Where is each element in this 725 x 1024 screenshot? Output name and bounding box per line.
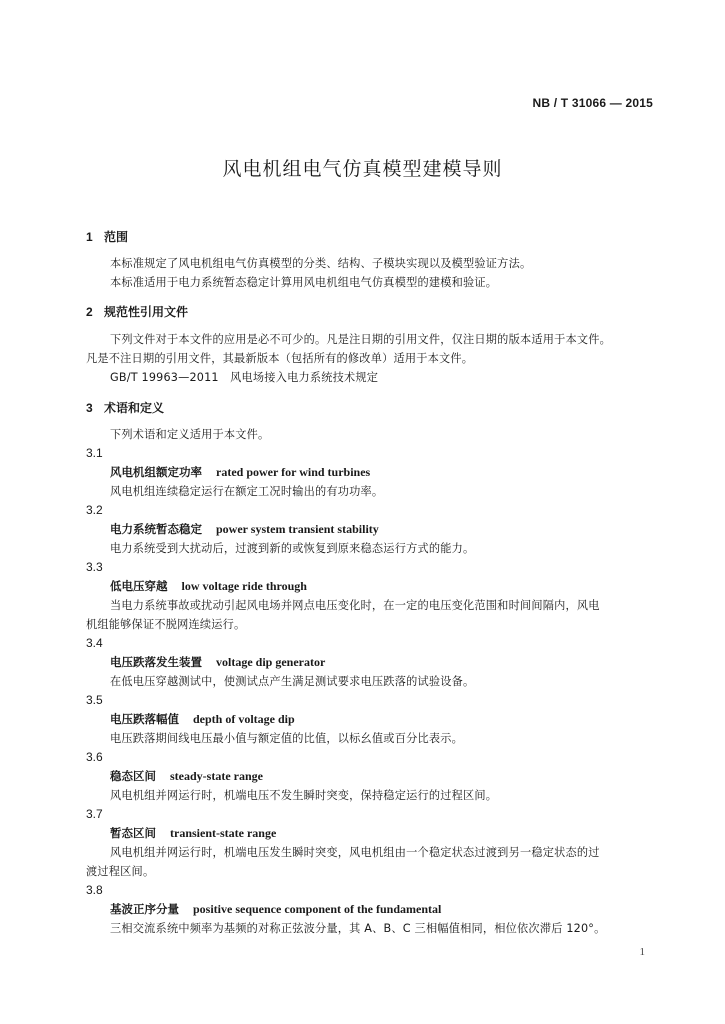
term-number: 3.2 [86,503,103,517]
term-definition: 当电力系统事故或扰动引起风电场并网点电压变化时，在一定的电压变化范围和时间间隔内，风电 [110,599,600,612]
term-definition: 风电机组连续稳定运行在额定工况时输出的有功功率。 [110,485,384,498]
section-number: 3 [86,401,93,415]
term-en: depth of voltage dip [193,712,295,726]
term-heading [110,464,370,480]
term-en: steady-state range [170,769,263,783]
term-heading [110,578,307,594]
term-number: 3.4 [86,636,103,650]
term-en: voltage dip generator [216,655,326,669]
term-zh: 基波正序分量 [110,902,179,916]
term-definition-continuation: 渡过程区间。 [86,865,155,878]
section-title: 范围 [104,230,129,244]
term-number: 3.3 [86,560,103,574]
term-number: 3.8 [86,883,103,897]
term-definition: 风电机组并网运行时，机端电压不发生瞬时突变，保持稳定运行的过程区间。 [110,789,498,802]
term-zh: 风电机组额定功率 [110,465,202,479]
document-number: NB / T 31066 — 2015 [532,96,653,110]
term-heading [110,901,441,917]
term-definition-continuation: 机组能够保证不脱网连续运行。 [86,618,246,631]
term-zh: 电力系统暂态稳定 [110,522,202,536]
document-title: 风电机组电气仿真模型建模导则 [222,158,503,180]
paragraph-continuation: 凡是不注日期的引用文件，其最新版本（包括所有的修改单）适用于本文件。 [86,352,474,365]
section-1-heading [86,228,128,245]
section-number: 2 [86,305,93,319]
term-number: 3.7 [86,807,103,821]
term-definition: 电力系统受到大扰动后，过渡到新的或恢复到原来稳态运行方式的能力。 [110,542,475,555]
term-heading [110,711,295,727]
term-en: rated power for wind turbines [216,465,371,479]
term-en: low voltage ride through [181,579,307,593]
term-heading [110,654,325,670]
term-definition: 风电机组并网运行时，机端电压发生瞬时突变，风电机组由一个稳定状态过渡到另一稳定状态的过 [110,846,600,859]
normative-reference: GB/T 19963—2011 风电场接入电力系统技术规定 [110,371,379,384]
section-3-heading [86,399,164,416]
term-zh: 稳态区间 [110,769,156,783]
term-definition: 在低电压穿越测试中，使测试点产生满足测试要求电压跌落的试验设备。 [110,675,475,688]
section-title: 规范性引用文件 [104,305,189,319]
section-title: 术语和定义 [104,401,165,415]
term-number: 3.1 [86,446,103,460]
section-number: 1 [86,230,93,244]
section-2-heading [86,303,188,320]
term-en: positive sequence component of the fundamental [193,902,442,916]
term-number: 3.6 [86,750,103,764]
term-heading [110,768,263,784]
term-heading [110,825,276,841]
paragraph: 本标准适用于电力系统暂态稳定计算用风电机组电气仿真模型的建模和验证。 [110,276,498,289]
term-en: power system transient stability [216,522,379,536]
term-en: transient-state range [170,826,277,840]
term-zh: 暂态区间 [110,826,156,840]
term-definition: 三相交流系统中频率为基频的对称正弦波分量，其 A、B、C 三相幅值相同，相位依次滞后 120°。 [110,922,606,935]
term-definition: 电压跌落期间线电压最小值与额定值的比值，以标幺值或百分比表示。 [110,732,464,745]
term-zh: 低电压穿越 [110,579,168,593]
term-number: 3.5 [86,693,103,707]
paragraph: 本标准规定了风电机组电气仿真模型的分类、结构、子模块实现以及模型验证方法。 [110,257,532,270]
paragraph: 下列文件对于本文件的应用是必不可少的。凡是注日期的引用文件，仅注日期的版本适用于本文件。 [110,333,612,346]
page-number: 1 [639,946,645,958]
paragraph: 下列术语和定义适用于本文件。 [110,428,270,441]
term-zh: 电压跌落发生装置 [110,655,202,669]
term-heading [110,521,379,537]
term-zh: 电压跌落幅值 [110,712,179,726]
